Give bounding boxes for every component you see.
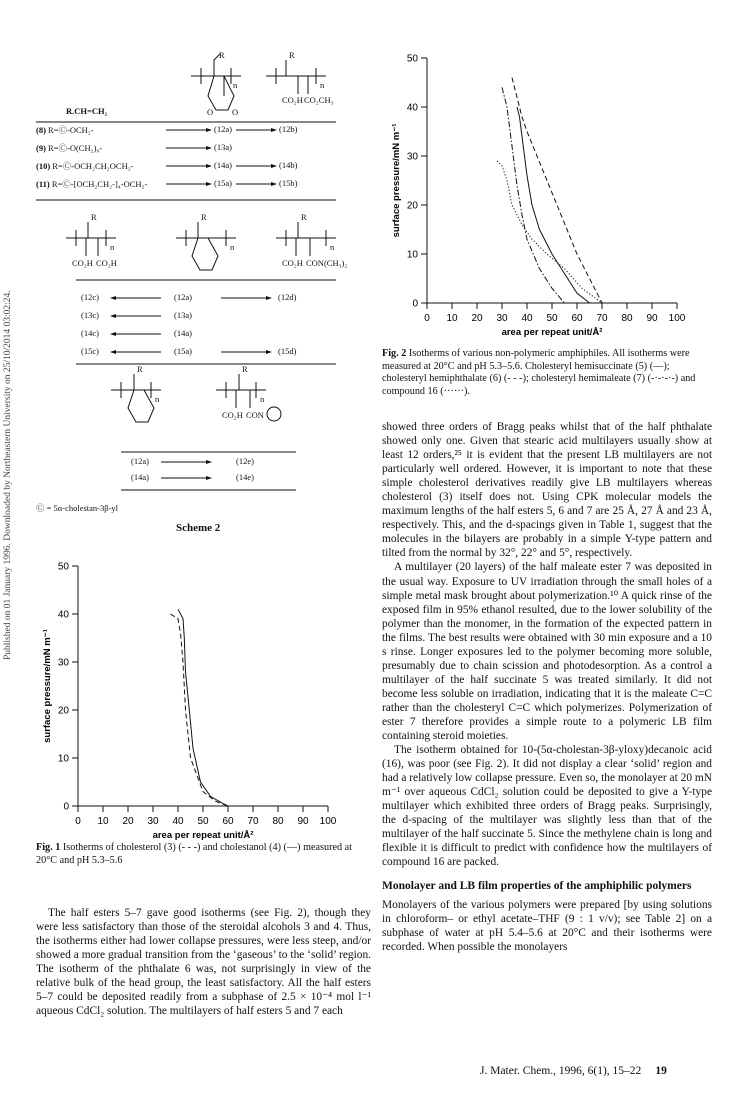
product-a: (13a) — [174, 310, 192, 320]
x-tick-label: 60 — [571, 313, 583, 324]
product-a: (15a) — [174, 346, 192, 356]
x-tick-label: 90 — [646, 313, 658, 324]
struct-con-bot2: CON — [246, 410, 264, 420]
product-b: (14b) — [279, 160, 298, 170]
struct-co2h-mid1b: CO₂H — [96, 258, 117, 268]
y-tick-label: 0 — [412, 298, 418, 310]
compound-r: R=Ⓒ-O(CH₂)₉- — [48, 143, 103, 153]
y-tick-label: 50 — [406, 53, 418, 65]
struct-r-top1: R — [219, 50, 225, 60]
struct-con-mid3: CON(CH₃)₂ — [306, 258, 348, 268]
product-c: (13c) — [81, 310, 99, 320]
compound-label: (11) — [36, 179, 50, 189]
x-tick-label: 100 — [668, 313, 686, 324]
struct-co2h-bot2: CO₂H — [222, 410, 243, 420]
product-c: (12c) — [81, 292, 99, 302]
x-tick-label: 40 — [521, 313, 533, 324]
x-tick-label: 50 — [197, 816, 209, 827]
struct-o-top1b: O — [232, 107, 239, 117]
product-e: (14e) — [236, 472, 254, 482]
x-tick-label: 20 — [471, 313, 483, 324]
product-d: (15d) — [278, 346, 297, 356]
left-body — [36, 906, 371, 1018]
product-a: (13a) — [214, 142, 232, 152]
x-tick-label: 0 — [424, 313, 430, 324]
paragraph-isotherm-16: The isotherm obtained for 10-(5α-cholestan-3β-yloxy)decanoic acid (16), was poor (see Fig. 2). It did not display a clear ‘solid’ region and had a relatively low collapse pressure. Even so, the monolayer at 20 mN m⁻¹ over aqueous CdCl₂ solution could be deposited to give a Y-type multilayer which exhibited three orders of Bragg peaks. Surprisingly, the d-spacing of the multilayer was slightly less than that of the multilayer of the half succinate 5. Since the methylene chain is long and flexible it is difficult to predict with confidence how the multilayers of compound 16 are packed. — [382, 744, 712, 869]
series-line-solid — [517, 107, 590, 303]
fig1-caption-label: Fig. 1 — [36, 842, 61, 853]
struct-n-bot1: n — [155, 394, 160, 404]
fig2-caption-text: Isotherms of various non-polymeric amphiphiles. All isotherms were measured at 20°C and pH 5.3–5.6. Cholesteryl hemisuccinate (5) (—); cholesteryl hemiphthalate (6) (- - -); cholesteryl hemimaleate (7) (-·-·-·-) and compound 16 (······). — [382, 348, 696, 397]
scheme-title: Scheme 2 — [176, 522, 221, 534]
y-tick-label: 0 — [63, 801, 69, 813]
compound-r: R=Ⓒ-OCH₂- — [48, 125, 94, 135]
struct-n-mid1: n — [110, 242, 115, 252]
y-tick-label: 20 — [57, 705, 69, 717]
paragraph-polymers: Monolayers of the various polymers were prepared [by using solutions in chloroform– or ethyl acetate–THF (9 : 1 v/v); see Table 2] on a subphase of water at pH 5.4–5.6 at 20°C and their isotherms were recorded. When possible the monolayers — [382, 898, 712, 953]
x-axis-label: area per repeat unit/Å² — [501, 327, 603, 338]
compound-r: R=Ⓒ-OCH₂CH₂OCH₂- — [52, 161, 134, 171]
x-tick-label: 50 — [546, 313, 558, 324]
struct-n-bot2: n — [260, 394, 265, 404]
fig1-caption — [36, 842, 371, 867]
compound-label: (9) — [36, 143, 46, 153]
x-tick-label: 0 — [75, 816, 81, 827]
compound-label: (8) — [36, 125, 46, 135]
product-e: (12e) — [236, 456, 254, 466]
x-tick-label: 80 — [272, 816, 284, 827]
series-line-dashdot — [502, 87, 565, 303]
x-tick-label: 80 — [621, 313, 633, 324]
page-footer — [480, 1065, 667, 1077]
x-tick-label: 30 — [496, 313, 508, 324]
x-tick-label: 30 — [147, 816, 159, 827]
x-tick-label: 70 — [596, 313, 608, 324]
page-number: 19 — [655, 1065, 667, 1077]
y-tick-label: 20 — [406, 200, 418, 212]
fig2-caption — [382, 348, 712, 398]
struct-r-mid1: R — [91, 212, 97, 222]
struct-r-mid2: R — [201, 212, 207, 222]
figure-2 — [382, 50, 712, 338]
paragraph-half-esters: The half esters 5–7 gave good isotherms (see Fig. 2), though they were less satisfactory than those of the steroidal alcohols 3 and 4. Thus, the isotherms either had lower collapse pressures, were less steep, and/or showed a more gradual transition from the ‘gaseous’ to the ‘solid’ region. The isotherm of the phthalate 6 was, not surprisingly in view of the relative bulk of the head group, the least satisfactory. All the half esters 5–7 could be deposited readily from a subphase of 2.5 × 10⁻⁴ mol l⁻¹ aqueous CdCl₂ solution. The multilayers of half esters 5 and 7 each — [36, 907, 371, 1018]
x-tick-label: 60 — [222, 816, 234, 827]
compound-label: (10) — [36, 161, 51, 171]
struct-co2h-mid1a: CO₂H — [72, 258, 93, 268]
y-tick-label: 10 — [57, 753, 69, 765]
journal-citation: J. Mater. Chem., 1996, 6(1), 15–22 — [480, 1065, 642, 1077]
x-axis-label: area per repeat unit/Å² — [152, 830, 254, 841]
fig2-chart — [382, 50, 712, 338]
struct-n-top2: n — [320, 80, 325, 90]
scheme-2 — [36, 50, 371, 540]
x-tick-label: 20 — [122, 816, 134, 827]
struct-o-top1a: O — [207, 107, 214, 117]
section-heading: Monolayer and LB film properties of the amphiphilic polymers — [382, 879, 692, 892]
paragraph-bragg: showed three orders of Bragg peaks whilst that of the half phthalate showed only one. Given that stearic acid multilayers usually show at least 12 orders,²⁵ it is evident that the present LB multilayers are not particularly well ordered. However, it is important to note that these simple cholesterol derivatives readily give LB multilayers whereas cholesterol (3) itself does not. Using CPK molecular models the maximum lengths of the half esters 5, 6 and 7 are 25 Å, 27 Å and 23 Å, respectively. This, and the d-spacings given in Table 1, suggest that the molecules in the bilayers are probably in a simple Y-type pattern and tilted from the normal by 32°, 22° and 5°, respectively. — [382, 421, 712, 560]
struct-n-mid2: n — [230, 242, 235, 252]
y-tick-label: 50 — [57, 561, 69, 573]
x-tick-label: 90 — [297, 816, 309, 827]
y-tick-label: 40 — [406, 102, 418, 114]
struct-n-top1: n — [233, 80, 238, 90]
y-tick-label: 10 — [406, 249, 418, 261]
product-a: (14a) — [131, 472, 149, 482]
r-definition: R.CH=CH₂ — [66, 106, 108, 116]
product-b: (15b) — [279, 178, 298, 188]
fig1-caption-text: Isotherms of cholesterol (3) (- - -) and cholestanol (4) (—) measured at 20°C and pH 5.3–5.6 — [36, 842, 352, 866]
y-tick-label: 30 — [57, 657, 69, 669]
y-tick-label: 40 — [57, 609, 69, 621]
product-a: (12a) — [214, 124, 232, 134]
y-axis-label: surface pressure/mN m⁻¹ — [42, 629, 53, 743]
struct-r-top2: R — [289, 50, 295, 60]
struct-co2h-mid3: CO₂H — [282, 258, 303, 268]
x-tick-label: 70 — [247, 816, 259, 827]
product-c: (14c) — [81, 328, 99, 338]
x-tick-label: 40 — [172, 816, 184, 827]
product-b: (12b) — [279, 124, 298, 134]
fig1-chart — [36, 556, 356, 841]
compound-r: R=Ⓒ-[OCH₂CH₂-]₄-OCH₂- — [51, 179, 148, 189]
product-d: (12d) — [278, 292, 297, 302]
download-notice — [2, 240, 16, 740]
product-c: (15c) — [81, 346, 99, 356]
y-tick-label: 30 — [406, 151, 418, 163]
series-line-dotted — [497, 161, 602, 303]
figure-1 — [36, 556, 371, 841]
x-tick-label: 10 — [446, 313, 458, 324]
product-a: (15a) — [214, 178, 232, 188]
download-notice-text: Published on 01 January 1996. Downloaded by Northeastern University on 25/10/2014 03:02:24. — [3, 290, 13, 660]
series-line-dashed — [512, 78, 602, 303]
struct-n-mid3: n — [330, 242, 335, 252]
product-a: (14a) — [174, 328, 192, 338]
cholestanyl-definition: Ⓒ = 5α-cholestan-3β-yl — [36, 503, 119, 513]
y-axis-label: surface pressure/mN m⁻¹ — [391, 123, 402, 238]
x-tick-label: 10 — [97, 816, 109, 827]
struct-r-bot2: R — [242, 364, 248, 374]
x-tick-label: 100 — [319, 816, 337, 827]
struct-r-mid3: R — [301, 212, 307, 222]
struct-r-bot1: R — [137, 364, 143, 374]
right-body — [382, 420, 712, 954]
struct-co2h-top2: CO₂H — [282, 95, 303, 105]
product-a: (14a) — [214, 160, 232, 170]
struct-co2ch3-top2: CO₂CH₃ — [304, 95, 334, 105]
paragraph-maleate: A multilayer (20 layers) of the half maleate ester 7 was deposited in the usual way. Exposure to UV irradiation through the small holes of a simple metal mask brought about polymerization.¹⁰ A quick rinse of the exposed film in 95% ethanol resulted, due to the lower solubility of the polymer than the monomer, in the formation of the expected pattern in the films. The best results were obtained with 30 min exposure and a 10 s rinse. Longer exposures led to the polymer becoming more soluble, presumably due to chain scission and photodesorption. As a control a multilayer of the half succinate 5 was treated similarly. It did not become less soluble on irradiation, indicating that it is the maleate C=C rather than the cholesteryl C=C which polymerizes. Polymerization of ester 7 therefore provides a simple route to a polymeric LB film containing steroid moieties. — [382, 561, 712, 743]
fig2-caption-label: Fig. 2 — [382, 348, 407, 359]
product-a: (12a) — [174, 292, 192, 302]
product-a: (12a) — [131, 456, 149, 466]
